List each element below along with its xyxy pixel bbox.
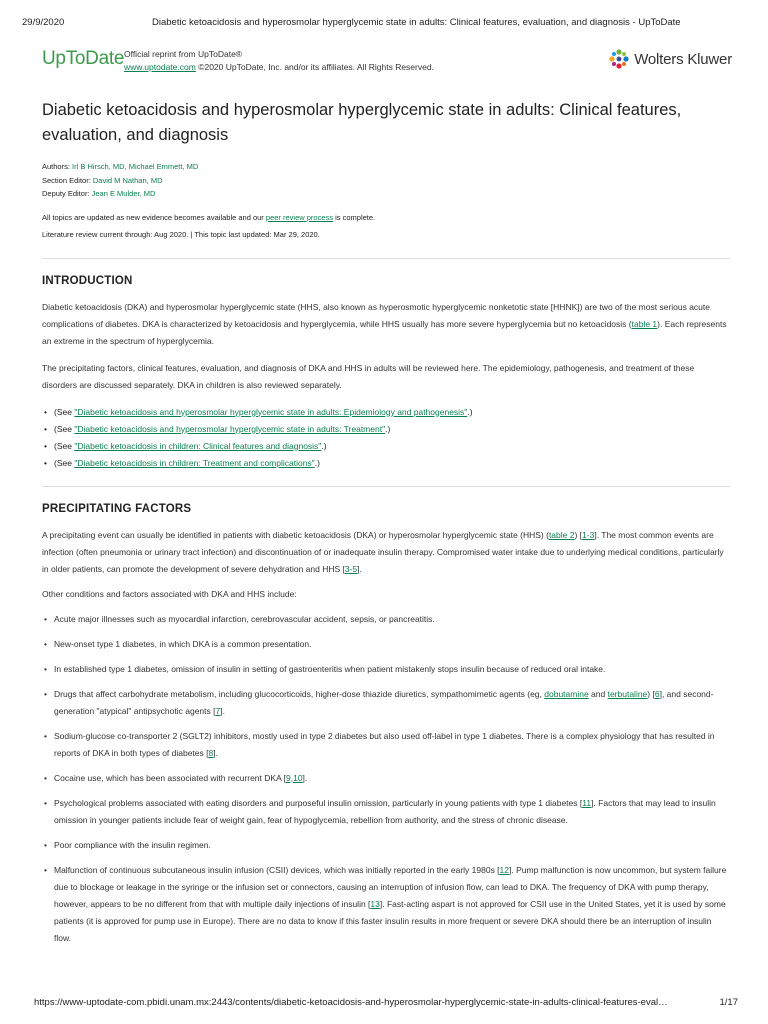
section-editor-link[interactable]: David M Nathan, MD <box>92 175 163 185</box>
ref-link[interactable]: 13 <box>370 898 380 909</box>
list-item: • (See "Diabetic ketoacidosis in children: Clinical features and diagnosis".) <box>42 438 730 455</box>
factors-list <box>42 611 730 947</box>
section-editor-label: Section Editor: <box>42 175 91 185</box>
precip-paragraph-2: Other conditions and factors associated with DKA and HHS include: <box>42 588 297 599</box>
ref-link[interactable]: 7 <box>215 705 221 716</box>
table-2-link[interactable]: table 2 <box>548 529 575 540</box>
publisher-name: Wolters Kluwer <box>634 50 732 68</box>
wolters-kluwer-logo-icon <box>608 48 630 70</box>
list-item: • (See "Diabetic ketoacidosis in children: Treatment and complications".) <box>42 455 730 472</box>
ref-link[interactable]: 6 <box>654 688 660 699</box>
article-title: Diabetic ketoacidosis and hyperosmolar hyperglycemic state in adults: Clinical features, evaluation, and diagnosis <box>42 101 682 144</box>
see-link-3[interactable]: "Diabetic ketoacidosis in children: Clinical features and diagnosis" <box>74 440 322 451</box>
deputy-editor-link[interactable]: Jean E Mulder, MD <box>91 189 156 198</box>
list-item: • In established type 1 diabetes, omission of insulin in setting of gastroenteritis when patient mistakenly stops insulin because of reduced oral intake. <box>42 661 730 678</box>
terbutaline-link[interactable]: terbutaline <box>607 688 648 699</box>
divider <box>42 258 730 259</box>
see-also-list <box>42 404 730 472</box>
publisher-logo <box>608 48 732 70</box>
copyright-text: ©2020 UpToDate, Inc. and/or its affiliates. All Rights Reserved. <box>198 62 434 72</box>
list-item: • Sodium-glucose co-transporter 2 (SGLT2) inhibitors, mostly used in type 2 diabetes but also used off-label in type 1 diabetes. There is a complex physiology that has resulted in reports of DKA in both types of diabetes [8]. <box>42 728 730 762</box>
ref-link[interactable]: 8 <box>208 747 214 758</box>
review-line: Literature review current through: Aug 2020. | This topic last updated: Mar 29, 2020. <box>42 230 320 239</box>
intro-paragraph-1: Diabetic ketoacidosis (DKA) and hyperosmolar hyperglycemic state (HHS, also known as hyperosmotic hyperglycemic nonketotic state [HHNK]) are two of the most serious acute complications of diabetes. DKA is characterized by ketoacidosis and hyperglycemia, while HHS usually has more severe hyperglycemia but no ketoacidosis (table 1). Each represents an extreme in the spectrum of hyperglycemia. <box>42 301 727 346</box>
table-1-link[interactable]: table 1 <box>631 318 658 329</box>
list-item: • Acute major illnesses such as myocardial infarction, cerebrovascular accident, sepsis, or pancreatitis. <box>42 611 730 628</box>
authors-label: Authors: <box>42 162 70 171</box>
list-item: • Drugs that affect carbohydrate metabolism, including glucocorticoids, higher-dose thiazide diuretics, sympathomimetic agents (eg, dobutamine and terbutaline) [6], and second-generation "atypical" antipsychotic agents [7]. <box>42 686 730 720</box>
print-date: 29/9/2020 <box>22 17 65 28</box>
page-number: 1/17 <box>719 997 738 1008</box>
uptodate-url-link[interactable]: www.uptodate.com <box>124 62 196 72</box>
list-item: • Poor compliance with the insulin regimen. <box>42 837 730 854</box>
reprint-notice <box>124 48 434 74</box>
ref-link[interactable]: 1-3 <box>582 529 595 540</box>
reprint-line: Official reprint from UpToDate® <box>124 49 243 59</box>
list-item: • (See "Diabetic ketoacidosis and hyperosmolar hyperglycemic state in adults: Treatment".) <box>42 421 730 438</box>
print-header <box>0 0 768 34</box>
footer-url: https://www-uptodate-com.pbidi.unam.mx:2443/contents/diabetic-ketoacidosis-and-hyperosmolar-hyperglycemic-state-in-adults-clinical-features-eval… <box>34 997 668 1008</box>
see-link-4[interactable]: "Diabetic ketoacidosis in children: Treatment and complications" <box>74 457 315 468</box>
print-title: Diabetic ketoacidosis and hyperosmolar hyperglycemic state in adults: Clinical features, evaluation, and diagnosis - UpToDate <box>152 17 681 28</box>
uptodate-logo: UpToDate <box>42 48 125 69</box>
ref-link[interactable]: 9,10 <box>286 772 303 783</box>
divider <box>42 486 730 487</box>
see-link-1[interactable]: "Diabetic ketoacidosis and hyperosmolar hyperglycemic state in adults: Epidemiology and pathogenesis" <box>74 406 468 417</box>
update-note: All topics are updated as new evidence becomes available and our <box>42 212 264 222</box>
article-content <box>42 98 730 955</box>
update-note-end: is complete. <box>335 212 376 222</box>
list-item: • (See "Diabetic ketoacidosis and hyperosmolar hyperglycemic state in adults: Epidemiology and pathogenesis".) <box>42 404 730 421</box>
precip-paragraph-1: A precipitating event can usually be identified in patients with diabetic ketoacidosis (DKA) or hyperosmolar hyperglycemic state (HHS) (table 2) [1-3]. The most common events are infection (often pneumonia or urinary tract infection) and discontinuation of or inadequate insulin therapy. Compromised water intake due to underlying medical conditions, particularly in older patients, can promote the development of severe dehydration and HHS [3-5]. <box>42 529 724 574</box>
list-item: • Cocaine use, which has been associated with recurrent DKA [9,10]. <box>42 770 730 787</box>
ref-link[interactable]: 12 <box>499 864 510 875</box>
list-item: • Malfunction of continuous subcutaneous insulin infusion (CSII) devices, which was initially reported in the early 1980s [12]. Pump malfunction is now uncommon, but system failure due to blockage or leakage in the syringe or the infusion set or connectors, causing an interruption of infusion flow, can lead to DKA. The frequency of DKA with pump therapy, however, appears to be no different from that with multiple daily injections of insulin [13]. Fast-acting aspart is not approved for CSII use in the United States, yet it is used by some patients (it is approved for pump use in Europe). There are no data to know if this faster insulin results in more frequent or severe DKA should there be an interruption of insulin flow. <box>42 862 730 947</box>
precipitating-factors-heading: PRECIPITATING FACTORS <box>42 502 192 515</box>
deputy-editor-label: Deputy Editor: <box>42 189 90 198</box>
intro-paragraph-2: The precipitating factors, clinical features, evaluation, and diagnosis of DKA and HHS in adults will be reviewed here. The epidemiology, pathogenesis, and treatment of these disorders are discussed separately. DKA in children is also reviewed separately. <box>42 362 695 390</box>
authors-link[interactable]: Irl B Hirsch, MD, Michael Emmett, MD <box>72 162 199 171</box>
ref-link[interactable]: 11 <box>582 797 592 808</box>
see-link-2[interactable]: "Diabetic ketoacidosis and hyperosmolar hyperglycemic state in adults: Treatment" <box>74 423 386 434</box>
dobutamine-link[interactable]: dobutamine <box>544 688 589 699</box>
peer-review-link[interactable]: peer review process <box>265 212 334 222</box>
article-meta <box>42 160 730 242</box>
ref-link[interactable]: 3-5 <box>344 563 358 574</box>
print-footer <box>34 997 738 1008</box>
list-item: • New-onset type 1 diabetes, in which DKA is a common presentation. <box>42 636 730 653</box>
brand-bar <box>42 44 732 84</box>
introduction-heading: INTRODUCTION <box>42 274 133 287</box>
list-item: • Psychological problems associated with eating disorders and purposeful insulin omission, particularly in young patients with type 1 diabetes [11]. Factors that may lead to insulin omission in younger patients include fear of weight gain, fear of hypoglycemia, rebellion from authority, and the stress of chronic disease. <box>42 795 730 829</box>
